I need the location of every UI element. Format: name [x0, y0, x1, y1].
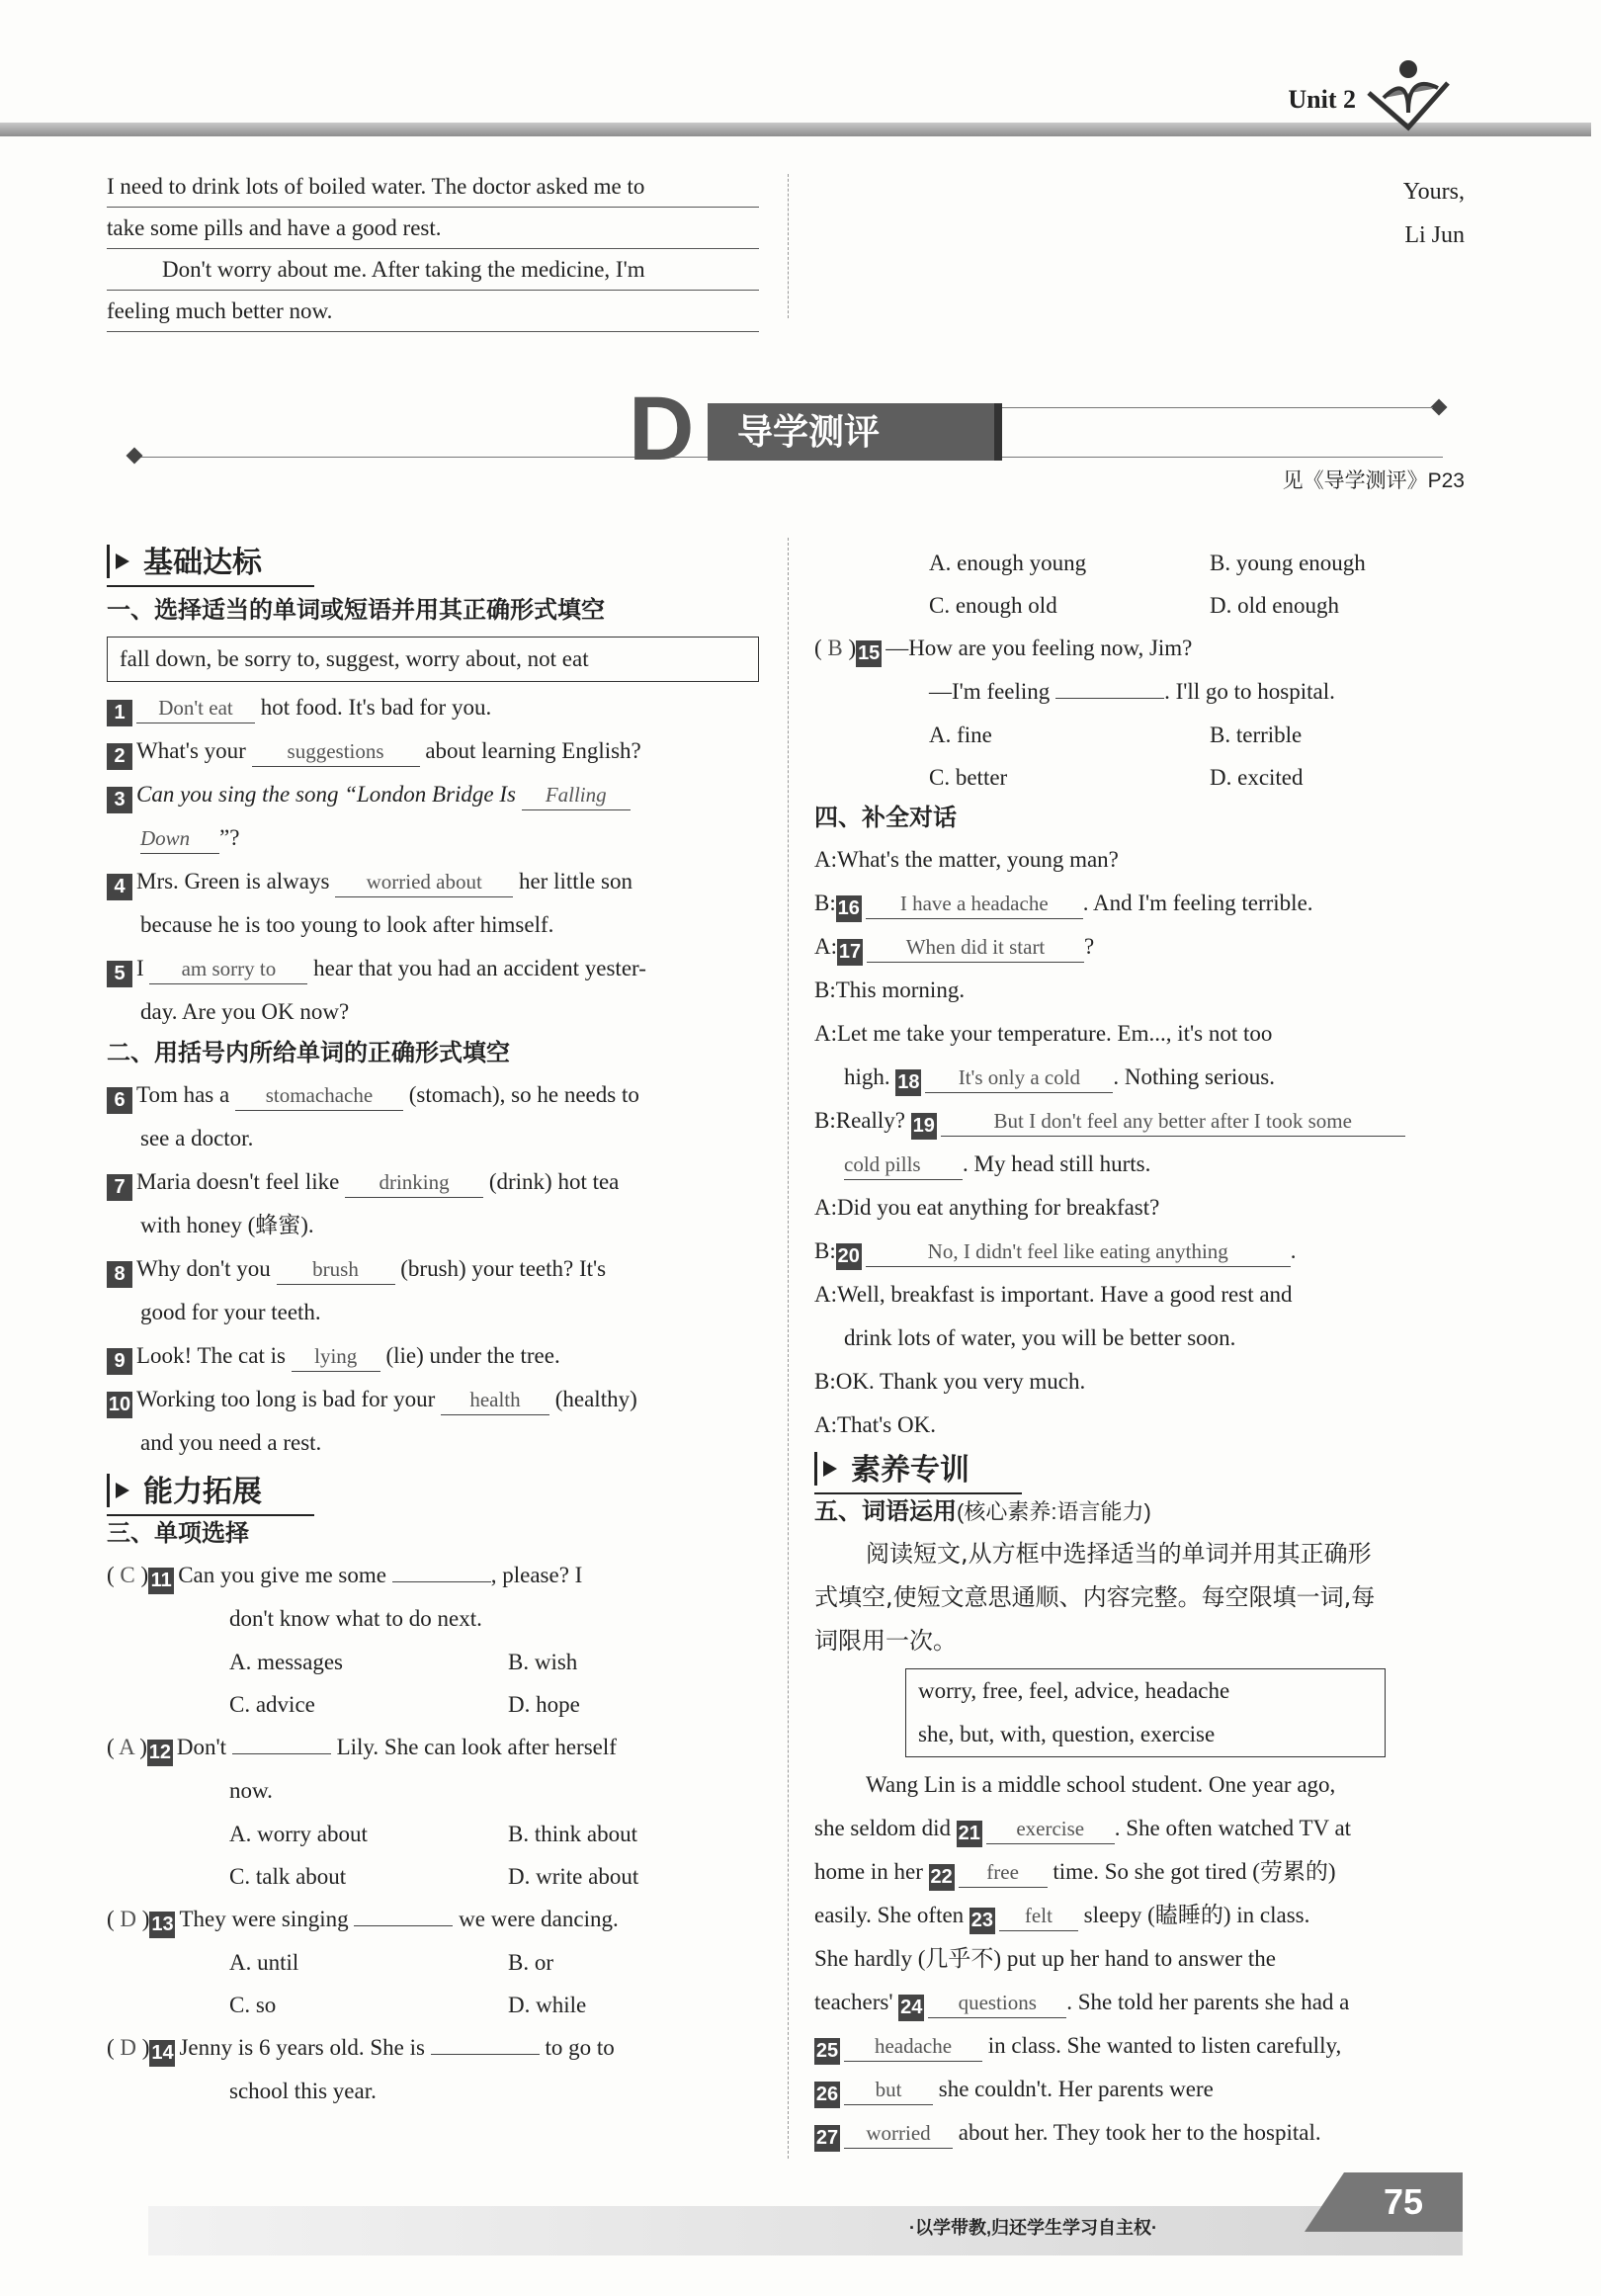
question-14-cont: school this year.	[229, 2079, 377, 2103]
question-6-cont: see a doctor.	[140, 1126, 254, 1150]
section-rule-upper	[988, 407, 1433, 408]
word-box-2: worry, free, feel, advice, headache she, but, with, question, exercise	[905, 1668, 1386, 1757]
options-12: A. worry about B. think about C. talk about D. write about	[229, 1822, 639, 1889]
letter-line-4: feeling much better now.	[107, 291, 759, 332]
section-reference: 见《导学测评》P23	[1282, 469, 1465, 492]
rule-diamond-left	[126, 448, 143, 465]
passage-line: she seldom did 21 exercise . She often watched TV at	[814, 1807, 1467, 1850]
question-3-cont: Down ”?	[107, 816, 759, 860]
answer-4: worried about	[335, 867, 513, 897]
answer-7: drinking	[345, 1167, 483, 1198]
part5-title: 五、词语运用(核心素养:语言能力)	[814, 1498, 1151, 1525]
answer-9: lying	[292, 1341, 380, 1372]
answer-19: But I don't feel any better after I took some	[941, 1106, 1405, 1137]
letter-line-2: take some pills and have a good rest.	[107, 208, 759, 249]
section-letter: D	[629, 379, 695, 479]
dialogue-line: A:That's OK.	[814, 1412, 936, 1437]
nengli-heading: 能力拓展	[107, 1471, 759, 1514]
answer-25: headache	[844, 2031, 982, 2062]
footer-bar	[148, 2206, 1463, 2255]
answer-6: stomachache	[235, 1080, 403, 1111]
passage-line: Wang Lin is a middle school student. One year ago,	[866, 1772, 1336, 1797]
question-2: 2 What's your suggestions about learning English?	[107, 729, 759, 773]
arrow-icon	[107, 1474, 137, 1507]
answer-18: It's only a cold	[925, 1063, 1113, 1093]
answer-23: felt	[999, 1901, 1078, 1931]
answer-26: but	[844, 2075, 933, 2105]
answer-2: suggestions	[252, 736, 420, 767]
options-15: A. fine B. terrible C. better D. excited	[929, 723, 1304, 790]
title-edge	[994, 403, 1002, 461]
question-15: ( B )15 —How are you feeling now, Jim?	[814, 627, 1467, 670]
jichu-heading: 基础达标	[107, 542, 759, 585]
unit-label: Unit 2	[1288, 85, 1356, 114]
answer-16: I have a headache	[866, 889, 1083, 919]
passage-line: home in her 22 free time. So she got tired (劳累的)	[814, 1850, 1467, 1894]
dialogue-line: B:This morning.	[814, 978, 966, 1002]
dialogue-line: A:Well, breakfast is important. Have a good rest and	[814, 1282, 1293, 1307]
answer-10: health	[441, 1385, 549, 1415]
dialogue-line: cold pills . My head still hurts.	[814, 1143, 1467, 1186]
question-11-cont: don't know what to do next.	[229, 1606, 482, 1631]
question-9: 9 Look! The cat is lying (lie) under the tree.	[107, 1334, 759, 1378]
question-7: 7 Maria doesn't feel like drinking (drink) hot tea	[107, 1160, 759, 1204]
question-4: 4 Mrs. Green is always worried about her little son	[107, 860, 759, 903]
question-1: 1 Don't eat hot food. It's bad for you.	[107, 686, 759, 729]
part1-title: 一、选择适当的单词或短语并用其正确形式填空	[107, 597, 605, 624]
letter-left	[107, 166, 759, 332]
answer-3a: Falling	[522, 780, 631, 810]
dialogue-line: B:Really? 19 But I don't feel any better after I took some	[814, 1099, 1467, 1143]
question-3: 3 Can you sing the song “London Bridge Is Falling	[107, 773, 759, 816]
question-13: ( D )13 They were singing we were dancing.	[107, 1898, 759, 1941]
answer-17: When did it start	[867, 932, 1084, 963]
suyang-heading: 素养专训	[814, 1449, 1467, 1492]
dialogue-line: B:20 No, I didn't feel like eating anything .	[814, 1230, 1467, 1273]
answer-3b: Down	[140, 823, 219, 854]
rule-diamond-right	[1431, 399, 1448, 416]
answer-21: exercise	[986, 1814, 1115, 1844]
passage-line: 25 headache in class. She wanted to listen carefully,	[814, 2024, 1467, 2068]
left-column	[107, 542, 759, 2113]
answer-27: worried	[844, 2118, 953, 2149]
options-14: A. enough young B. young enough C. enough old D. old enough	[929, 551, 1366, 618]
question-14: ( D )14 Jenny is 6 years old. She is to go to	[107, 2026, 759, 2070]
answer-20: No, I didn't feel like eating anything	[866, 1236, 1291, 1267]
answer-1: Don't eat	[136, 693, 255, 723]
page-tab-slant	[1305, 2172, 1344, 2232]
column-divider-top	[788, 174, 789, 318]
question-10-cont: and you need a rest.	[140, 1430, 322, 1455]
dialogue-line: drink lots of water, you will be better soon.	[844, 1325, 1236, 1350]
arrow-icon	[814, 1452, 845, 1486]
part4-title: 四、补全对话	[814, 805, 957, 831]
section-title: 导学测评	[708, 403, 994, 461]
passage-line: 26 but she couldn't. Her parents were	[814, 2068, 1467, 2111]
question-12-cont: now.	[229, 1778, 273, 1803]
part3-title: 三、单项选择	[107, 1520, 249, 1547]
question-8: 8 Why don't you brush (brush) your teeth? It's	[107, 1247, 759, 1291]
answer-5: am sorry to	[149, 954, 307, 984]
part2-title: 二、用括号内所给单词的正确形式填空	[107, 1040, 510, 1066]
question-10: 10 Working too long is bad for your health (healthy)	[107, 1378, 759, 1421]
instructions: 阅读短文,从方框中选择适当的单词并用其正确形 式填空,使短文意思通顺、内容完整。每空限填一词,每 词限用一次。	[814, 1540, 1376, 1655]
dialogue-line: A:What's the matter, young man?	[814, 847, 1119, 872]
options-13: A. until B. or C. so D. while	[229, 1950, 587, 2017]
passage-line: 27 worried about her. They took her to the hospital.	[814, 2111, 1467, 2155]
question-5-cont: day. Are you OK now?	[140, 999, 350, 1024]
signature: Li Jun	[1404, 222, 1465, 248]
dialogue-line: B:16 I have a headache . And I'm feeling terrible.	[814, 882, 1467, 925]
footer-motto: ·以学带教,归还学生学习自主权·	[909, 2218, 1157, 2238]
header-bar	[0, 123, 1591, 136]
question-7-cont: with honey (蜂蜜).	[140, 1213, 314, 1237]
dialogue-line: A:17 When did it start ?	[814, 925, 1467, 969]
answer-19b: cold pills	[844, 1149, 963, 1180]
question-5: 5 I am sorry to hear that you had an accident yester-	[107, 947, 759, 990]
passage-line: easily. She often 23 felt sleepy (瞌睡的) in class.	[814, 1894, 1467, 1937]
question-4-cont: because he is too young to look after himself.	[140, 912, 554, 937]
question-8-cont: good for your teeth.	[140, 1300, 321, 1324]
dialogue-line: high. 18 It's only a cold . Nothing serious.	[814, 1056, 1467, 1099]
answer-22: free	[959, 1857, 1048, 1888]
column-divider	[788, 538, 789, 2159]
page-number: 75	[1344, 2172, 1463, 2232]
answer-8: brush	[277, 1254, 395, 1285]
question-6: 6 Tom has a stomachache (stomach), so he needs to	[107, 1073, 759, 1117]
question-12: ( A )12 Don't Lily. She can look after herself	[107, 1726, 759, 1769]
dialogue-line: A:Let me take your temperature. Em..., it's not too	[814, 1021, 1273, 1046]
letter-line-3: Don't worry about me. After taking the medicine, I'm	[107, 249, 759, 291]
passage-line: teachers' 24 questions . She told her parents she had a	[814, 1981, 1467, 2024]
book-logo-icon	[1364, 53, 1453, 132]
letter-line-1: I need to drink lots of boiled water. The doctor asked me to	[107, 166, 759, 208]
arrow-icon	[107, 545, 137, 578]
letter-closing	[1403, 170, 1465, 257]
question-11: ( C ) 11 Can you give me some , please? I	[107, 1554, 759, 1597]
options-11: A. messages B. wish C. advice D. hope	[229, 1650, 580, 1717]
closing-text: Yours,	[1402, 179, 1465, 205]
dialogue-line: B:OK. Thank you very much.	[814, 1369, 1086, 1394]
right-column	[814, 542, 1467, 2155]
passage-line: She hardly (几乎不) put up her hand to answer the	[814, 1946, 1276, 1971]
dialogue-line: A:Did you eat anything for breakfast?	[814, 1195, 1160, 1220]
word-box-1: fall down, be sorry to, suggest, worry about, not eat	[107, 637, 759, 682]
answer-24: questions	[928, 1988, 1066, 2018]
question-15-cont: —I'm feeling . I'll go to hospital.	[929, 679, 1335, 704]
